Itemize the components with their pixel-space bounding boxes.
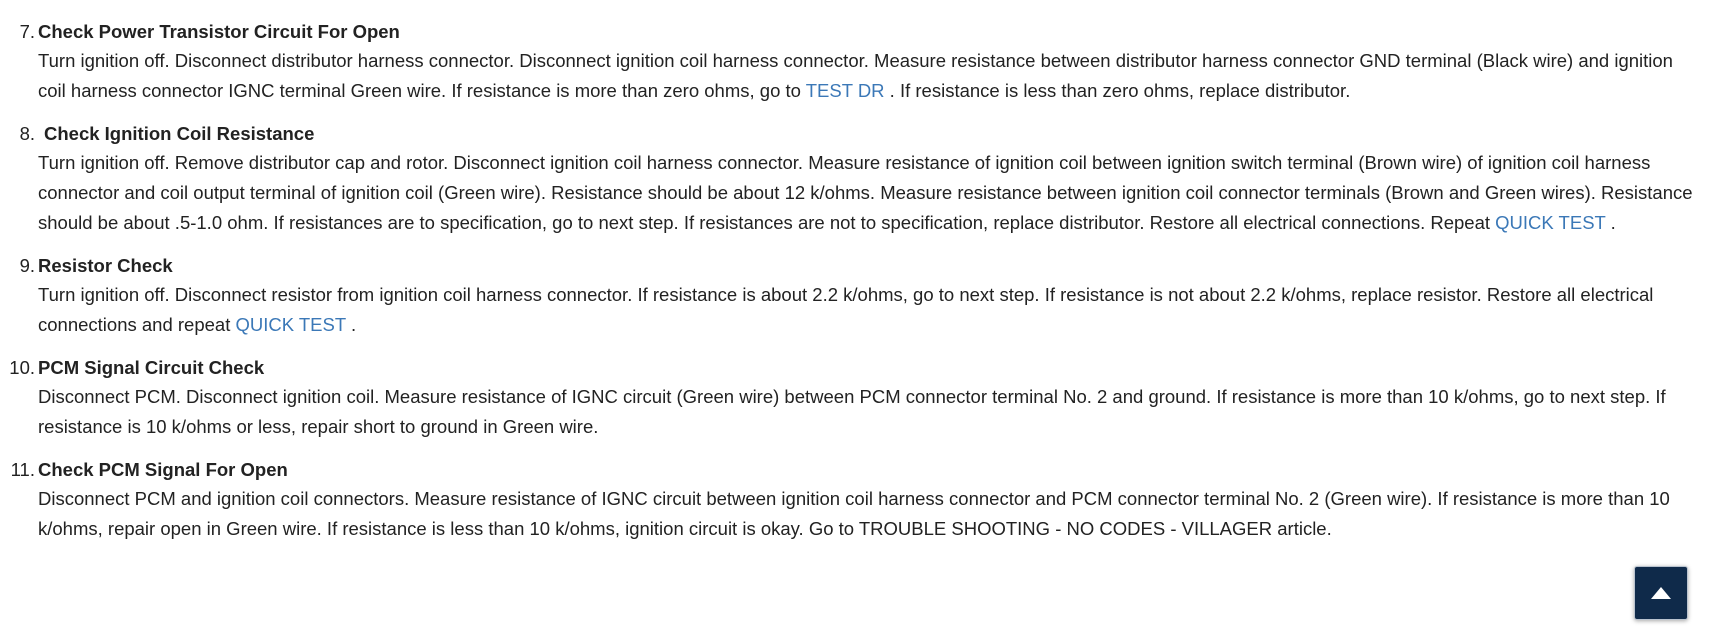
step-title: Check Ignition Coil Resistance — [44, 123, 315, 144]
step-8 — [0, 120, 1709, 238]
step-text: Turn ignition off. Disconnect distributor harness connector. Disconnect ignition coil harness connector. Measure resistance between distributor harness connector GND terminal (Black wire) and ignition coil harness connector IGNC terminal Green wire. If resistance is more than zero ohms, go to — [38, 50, 1673, 101]
step-11 — [0, 456, 1709, 544]
step-number: 11. — [10, 459, 35, 480]
step-text: Turn ignition off. Disconnect resistor from ignition coil harness connector. If resistance is about 2.2 k/ohms, go to next step. If resistance is not about 2.2 k/ohms, replace resistor. Restore all electrical connections and repeat — [38, 284, 1654, 335]
step-title: Check Power Transistor Circuit For Open — [38, 21, 400, 42]
step-body — [38, 484, 1702, 544]
step-text: Turn ignition off. Remove distributor cap and rotor. Disconnect ignition coil harness connector. Measure resistance of ignition coil between ignition switch terminal (Brown wire) of ignition coil harness connector and coil output terminal of ignition coil (Green wire). Resistance should be about 12 k/ohms. Measure resistance between ignition coil connector terminals (Brown and Green wires). Resistance should be about .5-1.0 ohm. If resistances are to specification, go to next step. If resistances are not to specification, replace distributor. Restore all electrical connections. Repeat — [38, 152, 1693, 233]
step-text: Disconnect PCM and ignition coil connectors. Measure resistance of IGNC circuit between ignition coil harness connector and PCM connector terminal No. 2 (Green wire). If resistance is more than 10 k/ohms, repair open in Green wire. If resistance is less than 10 k/ohms, ignition circuit is okay. Go to TROUBLE SHOOTING - NO CODES - VILLAGER article. — [38, 488, 1670, 539]
back-to-top-button[interactable] — [1634, 566, 1688, 620]
test-dr-link[interactable]: TEST DR — [805, 80, 885, 101]
step-body — [38, 382, 1702, 442]
step-body — [38, 46, 1702, 106]
step-text-after: . — [345, 314, 357, 335]
step-10 — [0, 354, 1709, 442]
caret-up-icon — [1650, 586, 1672, 600]
step-9 — [0, 252, 1709, 340]
step-number: 9. — [19, 255, 35, 276]
step-text-after: . — [1605, 212, 1616, 233]
step-title: Check PCM Signal For Open — [38, 459, 288, 480]
step-body — [38, 148, 1702, 238]
step-number: 7. — [19, 21, 35, 42]
procedure-list — [0, 18, 1709, 558]
step-7 — [0, 18, 1709, 106]
quick-test-link[interactable]: QUICK TEST — [1495, 212, 1606, 233]
step-text-after: . If resistance is less than zero ohms, replace distributor. — [884, 80, 1351, 101]
step-title: Resistor Check — [38, 255, 173, 276]
quick-test-link[interactable]: QUICK TEST — [235, 314, 346, 335]
step-number: 10. — [9, 357, 35, 378]
step-text: Disconnect PCM. Disconnect ignition coil. Measure resistance of IGNC circuit (Green wire) between PCM connector terminal No. 2 and ground. If resistance is more than 10 k/ohms, go to next step. If resistance is 10 k/ohms or less, repair short to ground in Green wire. — [38, 386, 1666, 437]
step-body — [38, 280, 1702, 340]
step-title: PCM Signal Circuit Check — [38, 357, 265, 378]
step-number: 8. — [19, 123, 35, 144]
